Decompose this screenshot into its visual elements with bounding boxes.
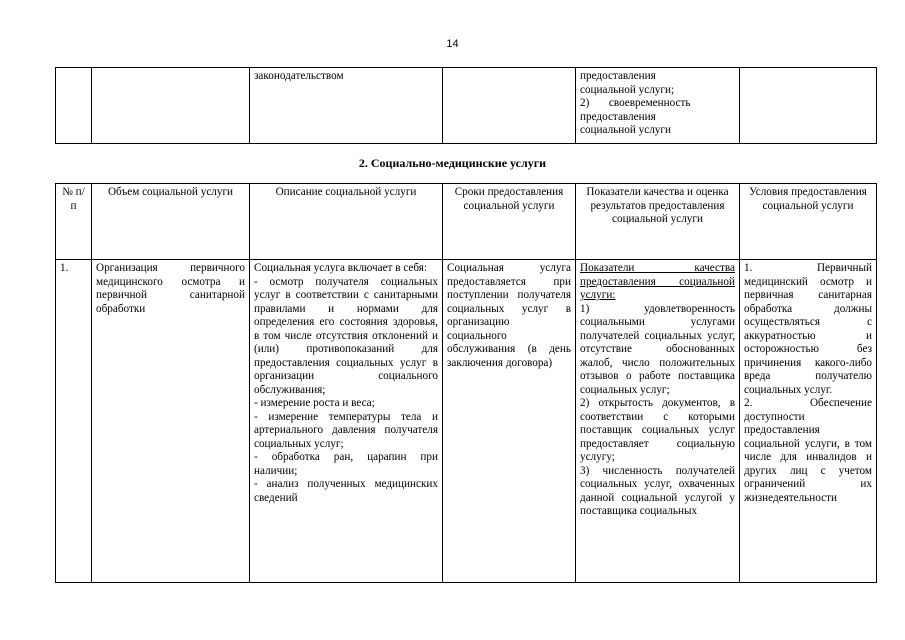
header-volume: Объем социальной услуги	[92, 184, 250, 260]
quality-line: предоставления	[580, 110, 656, 123]
quality-line: социальной услуги	[580, 124, 671, 136]
row-terms: Социальная услуга предоставляется при поступлении получателя социальных услуг в организацию социального обслуживания (в день заключения договора)	[443, 260, 576, 583]
quality-line: 3) численность получателей социальных услуг, охваченных данной социальной услугой у поставщика социальных	[580, 464, 735, 517]
table-row	[56, 68, 877, 144]
quality-line: 2) открытость документов, в соответствии с которыми поставщик социальных услуг предоставляет социальную услугу;	[580, 397, 735, 463]
page-number: 14	[446, 38, 459, 50]
cell-volume	[92, 68, 250, 144]
row-description	[250, 260, 443, 583]
conditions-line: 1. Первичный медицинский осмотр и первичная санитарная обработка должны осуществляться с аккуратностью и осторожностью без причинения какого-либо вреда получателю социальных услуг.	[744, 262, 872, 396]
description-line: - осмотр получателя социальных услуг в соответствии с санитарными правилами и нормами для определения его состояния здоровья, в том числе отсутствия отклонений и (или) противопоказаний для предоставления социальных услуг в организации социального обслуживания;	[254, 275, 438, 396]
cell-terms	[443, 68, 576, 144]
services-table	[55, 183, 877, 583]
table-header-row	[56, 184, 877, 260]
header-num: № п/п	[56, 184, 92, 260]
quality-heading: Показатели качества предоставления социальной услуги:	[580, 262, 735, 301]
quality-line: 1) удовлетворенность социальными услугами получателей социальных услуг, отсутствие обоснованных жалоб, число положительных отзывов о работе поставщика социальных услуг;	[580, 302, 735, 396]
header-quality: Показатели качества и оценка результатов предоставления социальной услуги	[576, 184, 740, 260]
row-quality	[576, 260, 740, 583]
description-line: - анализ полученных медицинских сведений	[254, 478, 438, 504]
description-line: - измерение роста и веса;	[254, 397, 375, 409]
header-description: Описание социальной услуги	[250, 184, 443, 260]
description-line: Социальная услуга включает в себя:	[254, 262, 428, 274]
description-line: - измерение температуры тела и артериального давления получателя социальных услуг;	[254, 410, 438, 450]
quality-line: социальной услуги;	[580, 83, 675, 96]
section-title: 2. Социально-медицинские услуги	[358, 156, 547, 170]
header-terms: Сроки предоставления социальной услуги	[443, 184, 576, 260]
cell-conditions	[740, 68, 877, 144]
cell-num	[56, 68, 92, 144]
row-conditions	[740, 260, 877, 583]
description-line: - обработка ран, царапин при наличии;	[254, 451, 438, 477]
quality-line: предоставления	[580, 70, 656, 82]
row-num: 1.	[56, 260, 92, 583]
header-conditions: Условия предоставления социальной услуги	[740, 184, 877, 260]
row-volume: Организация первичного медицинского осмотра и первичной санитарной обработки	[92, 260, 250, 583]
cell-quality	[576, 68, 740, 144]
conditions-line: 2. Обеспечение доступности предоставления социальной услуги, в том числе для инвалидов и других лиц с учетом ограничений их жизнедеятельности	[744, 397, 872, 504]
continuation-table	[55, 67, 877, 144]
table-row	[56, 260, 877, 583]
quality-line: 2) своевременность	[580, 97, 691, 109]
cell-description: законодательством	[250, 68, 443, 144]
